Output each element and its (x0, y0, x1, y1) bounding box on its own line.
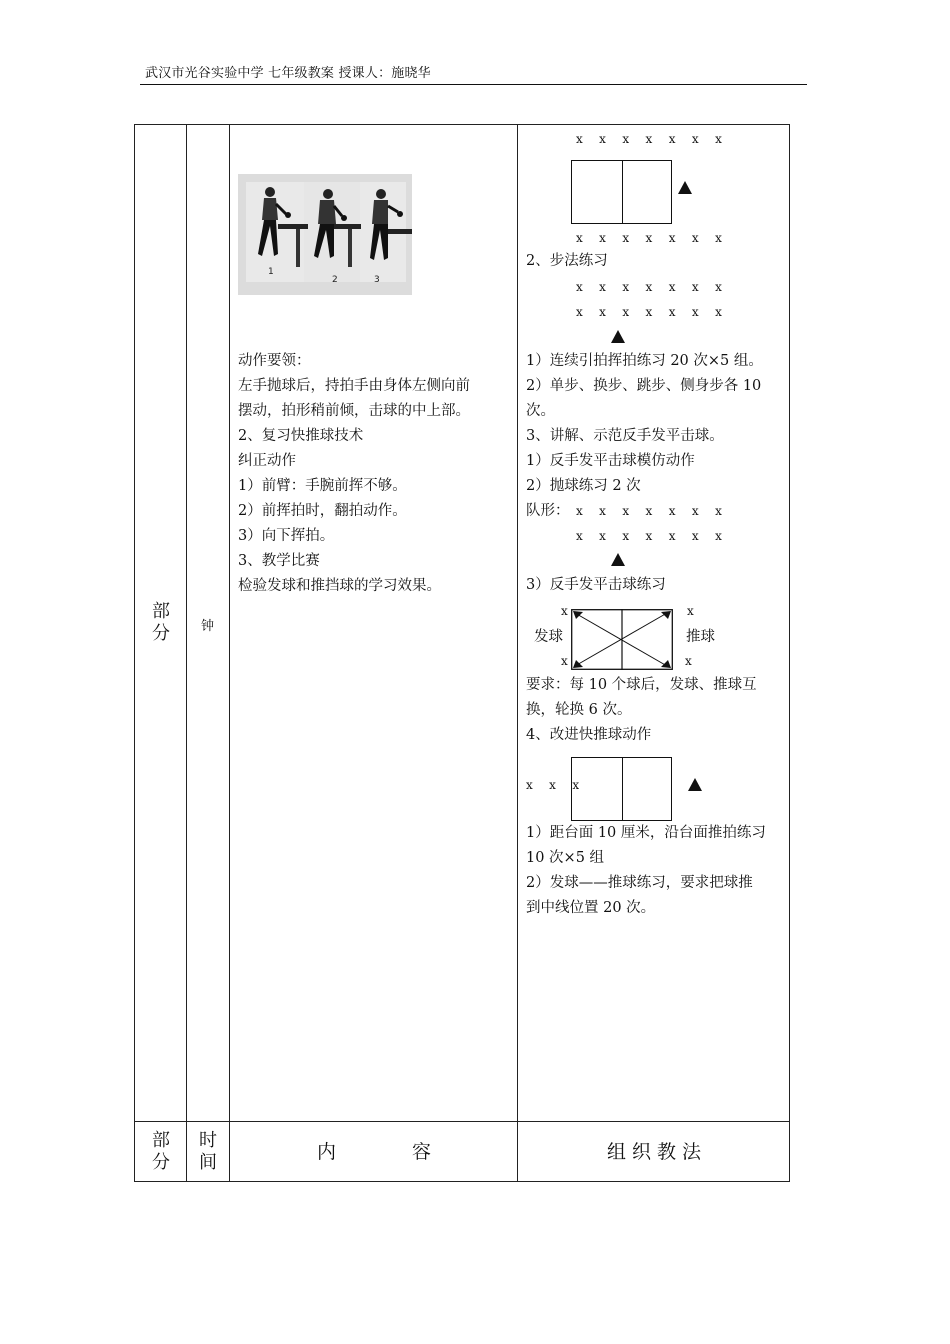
photo-number-3: 3 (374, 275, 380, 285)
player-x: x (687, 604, 694, 618)
teacher-triangle-icon (688, 778, 702, 791)
col-divider-1 (186, 125, 187, 1181)
formation-row: x x x x x x x (576, 529, 729, 543)
method-block-2: 要求：每 10 个球后，发球、推球互 换，轮换 6 次。 4、改进快推球动作 (526, 677, 757, 743)
teacher-triangle-icon (678, 181, 692, 194)
photo-number-1: 1 (268, 267, 274, 277)
photo-number-2: 2 (332, 275, 338, 285)
footer-row-divider (135, 1121, 789, 1122)
method-block-1: 1）连续引拍挥拍练习 20 次×5 组。 2）单步、换步、跳步、侧身步各 10 次。 3、讲解、示范反手发平击球。 1）反手发平击球模仿动作 2）抛球练习 2 次 (526, 353, 763, 494)
content-text (238, 349, 512, 599)
formation-row-short: x x x (526, 778, 586, 792)
content-line: 检验发球和推挡球的学习效果。 (238, 578, 441, 594)
content-line: 纠正动作 (238, 453, 296, 469)
formation-row: x x x x x x x (576, 231, 729, 245)
player-x: x (685, 654, 692, 668)
footer-content: 内 容 (316, 1141, 431, 1163)
part-label: 部分 (152, 601, 170, 644)
serve-sequence-photo (238, 174, 412, 295)
footer-time: 时间 (199, 1130, 217, 1173)
cross-drill-diagram (571, 609, 673, 670)
table-diagram (571, 757, 672, 821)
content-line: 动作要领： (238, 353, 311, 369)
serve-label: 发球 (534, 629, 563, 645)
push-label: 推球 (686, 629, 715, 645)
formation-label: 队形： (526, 503, 570, 519)
document-header: 武汉市光谷实验中学 七年级教案 授课人：施晓华 (145, 66, 431, 81)
footer-part: 部分 (152, 1130, 170, 1173)
content-line: 1）前臂：手腕前挥不够。 (238, 478, 407, 494)
content-line: 2、复习快推球技术 (238, 428, 364, 444)
col-divider-3 (517, 125, 518, 1181)
content-line: 摆动，拍形稍前倾，击球的中上部。 (238, 403, 470, 419)
player-x: x (561, 654, 568, 668)
player-x: x (561, 604, 568, 618)
content-line: 2）前挥拍时，翻拍动作。 (238, 503, 407, 519)
teacher-triangle-icon (611, 330, 625, 343)
formation-row: x x x x x x x (576, 305, 729, 319)
col-divider-2 (229, 125, 230, 1181)
table-diagram (571, 160, 672, 224)
practice-3-title: 3）反手发平击球练习 (526, 577, 666, 593)
formation-row: x x x x x x x (576, 504, 729, 518)
formation-row: x x x x x x x (576, 280, 729, 294)
header-rule (140, 84, 807, 85)
time-unit-label: 钟 (201, 619, 215, 634)
formation-row: x x x x x x x (576, 132, 729, 146)
content-line: 左手抛球后，持拍手由身体左侧向前 (238, 378, 470, 394)
method-block-3: 1）距台面 10 厘米，沿台面推拍练习 10 次×5 组 2）发球——推球练习，要求把球推 到中线位置 20 次。 (526, 825, 766, 916)
teacher-triangle-icon (611, 553, 625, 566)
footer-method: 组 织 教 法 (606, 1141, 702, 1163)
content-line: 3、教学比赛 (238, 553, 320, 569)
content-line: 3）向下挥拍。 (238, 528, 335, 544)
step-title: 2、步法练习 (526, 253, 608, 269)
